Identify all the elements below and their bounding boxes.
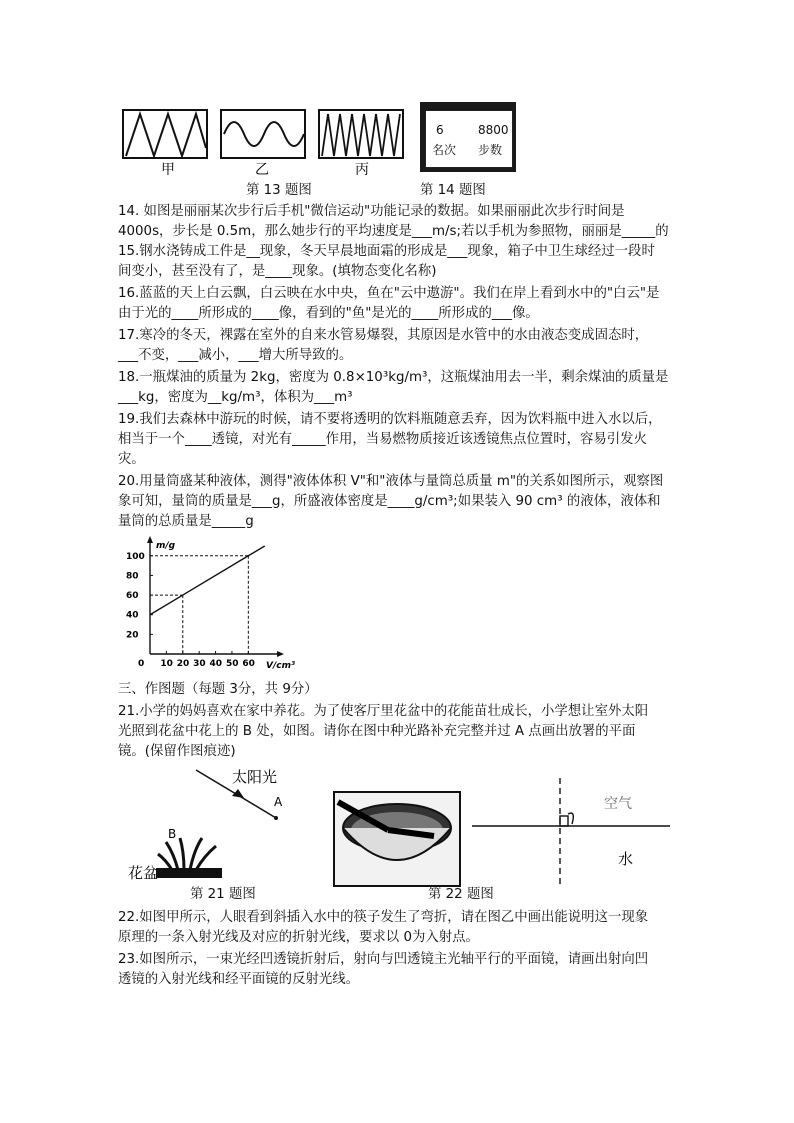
y-tick-label: 60 [126,591,139,602]
q18-line-1: 18.一瓶煤油的质量为 2kg，密度为 0.8×10³kg/m³，这瓶煤油用去一半，剩余煤油的质量是 [118,370,669,385]
q15-line-2: 间变小，甚至没有了，是____现象。(填物态变化名称) [118,264,437,279]
mass-volume-chart [112,534,295,674]
q19-line-2: 相当于一个____透镜，对光有_____作用，当易燃物质接近该透镜焦点位置时，容易引发火 [118,432,647,447]
flowerpot-label: 花盆 [128,864,159,882]
q22-line-2: 原理的一条入射光线及对应的折射光线，要求以 0为入射点。 [118,930,479,945]
q17-line-1: 17.寒冷的冬天，裸露在室外的自来水管易爆裂，其原因是水管中的水由液态变成固态时， [118,328,649,343]
q14-line-2: 4000s，步长是 0.5m，那么她步行的平均速度是___m/s;若以手机为参照物，丽丽是_____的 [118,224,669,239]
steps-label: 步数 [478,143,503,157]
x-tick-label: 60 [242,659,255,669]
section3-heading: 三、作图题（每题 3分，共 9分） [118,682,318,697]
sunlight-label: 太阳光 [232,768,278,786]
y-tick-label: 80 [126,571,139,582]
q20-line-1: 20.用量筒盛某种液体，测得"液体体积 V"和"液体与量筒总质量 m"的关系如图所示，观察图 [118,474,664,489]
point-b-label: B [168,827,177,841]
rank-label: 名次 [432,143,457,157]
wave-label-bing: 丙 [355,162,369,178]
q16-line-2: 由于光的____所形成的____像，看到的"鱼"是光的____所形成的___像。 [118,306,539,321]
q19-line-3: 灾。 [118,452,145,467]
q21-line-3: 镜。(保留作图痕迹) [118,744,236,759]
q20-line-2: 象可知，量筒的质量是___g，所盛液体密度是____g/cm³;如果装入 90 cm³ 的液体，液体和 [118,494,661,509]
fig21-caption: 第 21 题图 [190,887,256,902]
wave-label-yi: 乙 [255,162,269,178]
phone-step-display [420,102,516,172]
fig22-bowl-photo [334,792,460,886]
rank-value: 6 [436,123,444,137]
water-label: 水 [618,850,634,868]
x-tick-label: 50 [225,659,239,669]
q15-line-1: 15.钢水浇铸成工件是__现象，冬天早晨地面霜的形成是___现象，箱子中卫生球经过一段时 [118,244,655,259]
q21-line-2: 光照到花盆中花上的 B 处，如图。请你在图中种光路补充完整并过 A 点画出放署的平面 [118,724,636,739]
fig22-refraction-axes [470,776,692,888]
q17-line-2: ___不变，___减小，___增大所导致的。 [118,348,353,363]
y-axis-arrow-icon [147,536,153,543]
q19-line-1: 19.我们去森林中游玩的时候，请不要将透明的饮料瓶随意丢弃，因为饮料瓶中进入水以后， [118,412,662,427]
waveform-figure [118,104,418,182]
y-tick-label: 40 [126,610,139,621]
q18-line-2: ___kg，密度为__kg/m³，体积为___m³ [118,390,353,405]
x-axis-label: V/cm³ [266,661,295,671]
fig13-caption: 第 13 题图 [246,183,312,198]
steps-value: 8800 [478,123,509,137]
flower-plant-icon [158,838,216,870]
x-tick-label: 0 [138,659,145,669]
q22-line-1: 22.如图甲所示，人眼看到斜插入水中的筷子发生了弯折，请在图乙中画出能说明这一现象 [118,910,649,925]
wave-line-yi [224,122,304,146]
point-a-label: A [274,795,283,809]
wave-line-jia [126,114,206,156]
x-tick-label: 10 [160,659,173,669]
fig21-sunlight-diagram [126,764,316,884]
wave-line-bing [322,114,400,156]
q16-line-1: 16.蓝蓝的天上白云飘，白云映在水中央，鱼在"云中遨游"。我们在岸上看到水中的"白云"是 [118,286,660,301]
q23-line-2: 透镜的入射光线和经平面镜的反射光线。 [118,972,360,987]
point-a-marker [274,816,278,820]
q23-line-1: 23.如图所示，一束光经凹透镜折射后，射向与凹透镜主光轴平行的平面镜，请画出射向凹 [118,952,649,967]
x-axis-arrow-icon [277,651,284,657]
y-tick-label: 20 [126,630,139,641]
wave-box-yi [221,110,305,158]
q14-line-1: 14. 如图是丽丽某次步行后手机"微信运动"功能记录的数据。如果丽丽此次步行时间是 [118,204,625,219]
x-tick-label: 20 [176,659,190,669]
fig14-caption: 第 14 题图 [420,183,486,198]
y-axis-label: m/g [156,541,176,551]
q20-line-3: 量筒的总质量是_____g [118,514,254,529]
wave-box-jia [123,110,207,158]
wave-label-jia: 甲 [161,162,175,178]
y-tick-label: 100 [126,551,145,562]
eye-marker [560,816,568,826]
x-tick-label: 30 [193,659,206,669]
q21-line-1: 21.小学的妈妈喜欢在家中养花。为了使客厅里花盆中的花能苗壮成长，小学想让室外太阳 [118,704,649,719]
x-tick-label: 40 [209,659,223,669]
wave-box-bing [319,110,403,158]
air-label: 空气 [604,796,632,812]
fig22-caption: 第 22 题图 [428,887,494,902]
flowerpot-shape [156,868,222,878]
